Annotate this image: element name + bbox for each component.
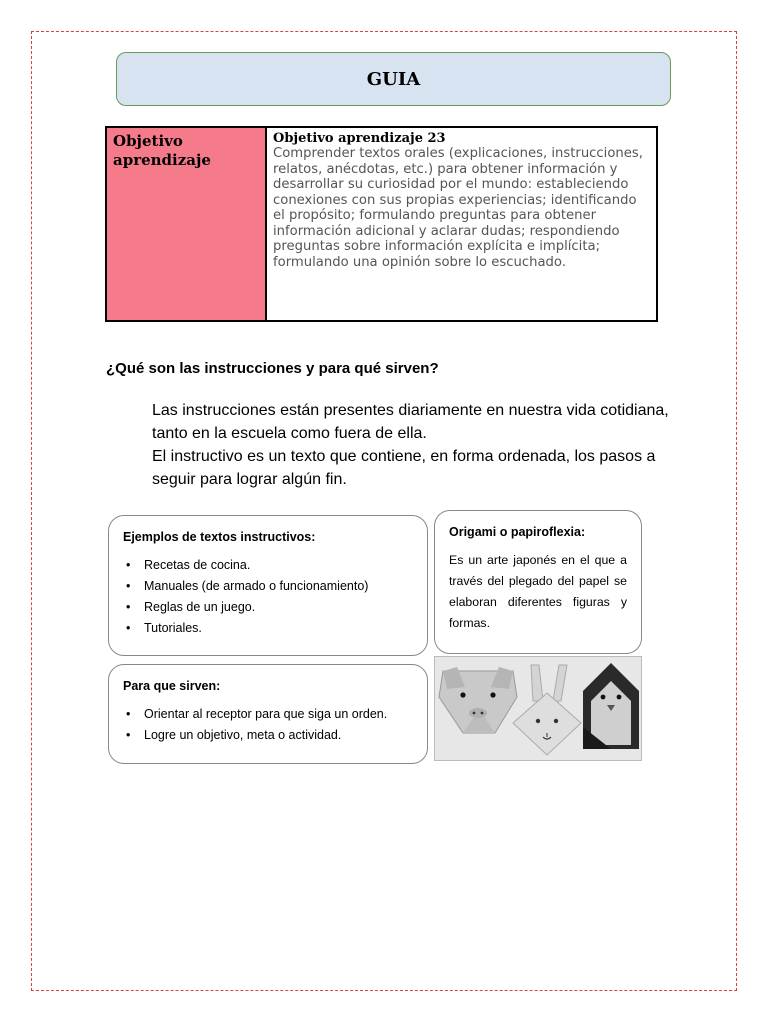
objective-content bbox=[267, 128, 656, 320]
list-item: • Reglas de un juego. bbox=[123, 597, 413, 618]
origami-image bbox=[434, 656, 642, 761]
origami-title: Origami o papiroflexia: bbox=[449, 525, 586, 539]
penguin-origami-icon bbox=[583, 663, 639, 749]
list-item: • Logre un objetivo, meta o actividad. bbox=[123, 725, 413, 746]
pig-origami-icon bbox=[439, 667, 517, 733]
intro-paragraph-1: Las instrucciones están presentes diariamente en nuestra vida cotidiana, tanto en la escuela como fuera de ella. bbox=[152, 402, 669, 442]
intro-text bbox=[152, 399, 672, 491]
intro-paragraph-2: El instructivo es un texto que contiene, en forma ordenada, los pasos a seguir para lograr algún fin. bbox=[152, 448, 656, 488]
list-item: • Manuales (de armado o funcionamiento) bbox=[123, 576, 413, 597]
purpose-list bbox=[123, 704, 413, 746]
examples-card bbox=[108, 515, 428, 656]
objective-label: Objetivo aprendizaje bbox=[107, 128, 267, 320]
examples-list bbox=[123, 555, 413, 639]
section-question: ¿Qué son las instrucciones y para qué sirven? bbox=[106, 360, 439, 377]
rabbit-origami-icon bbox=[513, 665, 581, 755]
objective-table bbox=[105, 126, 658, 322]
purpose-card bbox=[108, 664, 428, 764]
objective-heading: Objetivo aprendizaje 23 bbox=[273, 131, 446, 146]
origami-card bbox=[434, 510, 642, 654]
list-item: • Tutoriales. bbox=[123, 618, 413, 639]
purpose-title: Para que sirven: bbox=[123, 679, 221, 693]
list-item: • Recetas de cocina. bbox=[123, 555, 413, 576]
objective-text: Comprender textos orales (explicaciones, instrucciones, relatos, anécdotas, etc.) para obtener información y desarrollar su curiosidad por el mundo: estableciendo conexiones con sus propias experiencias; identificando el propósito; formulando preguntas para obtener información adicional y aclarar dudas; respondiendo preguntas sobre información explícita e implícita; formulando una opinión sobre lo escuchado. bbox=[273, 146, 643, 270]
examples-title: Ejemplos de textos instructivos: bbox=[123, 530, 316, 544]
origami-description: Es un arte japonés en el que a través del plegado del papel se elaboran diferentes figuras y formas. bbox=[449, 553, 627, 630]
title-box bbox=[116, 52, 671, 106]
page-title: GUIA bbox=[366, 68, 421, 90]
list-item: • Orientar al receptor para que siga un orden. bbox=[123, 704, 413, 725]
